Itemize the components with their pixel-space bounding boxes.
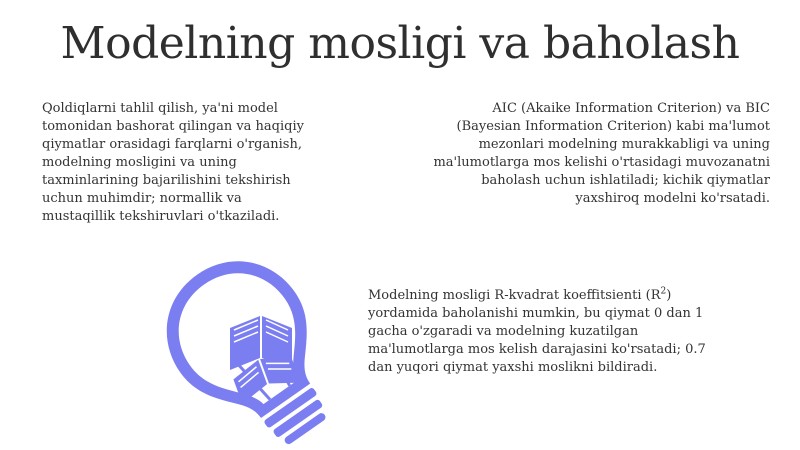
r-squared-text-start: Modelning mosligi R-kvadrat koeffitsienti (R	[368, 288, 661, 303]
paragraph-r-squared	[368, 287, 748, 377]
lightbulb-book-icon	[150, 250, 350, 450]
r-squared-text-end: ) yordamida baholanishi mumkin, bu qiymat 0 dan 1 gacha o'zgaradi va modelning kuzatilgan ma'lumotlarga mos kelish darajasini ko'rsatadi; 0.7 dan yuqori qiymat yaxshi moslikni bildiradi.	[368, 288, 706, 375]
slide-title: Modelning mosligi va baholash	[60, 18, 740, 69]
r-squared-superscript: 2	[660, 286, 667, 297]
paragraph-aic-bic: AIC (Akaike Information Criterion) va BIC (Bayesian Information Criterion) kabi ma'lumot mezonlari modelning murakkabligi va uning ma'lumotlarga mos kelishi o'rtasidagi muvozanatni baholash uchun ishlatiladi; kichik qiymatlar yaxshiroq modelni ko'rsatadi.	[433, 101, 770, 206]
paragraph-residual-analysis: Qoldiqlarni tahlil qilish, ya'ni model tomonidan bashorat qilingan va haqiqiy qiymatlar orasidagi farqlarni o'rganish, modelning mosligini va uning taxminlarining bajarilishini tekshirish uchun muhimdir; normallik va mustaqillik tekshiruvlari o'tkaziladi.	[42, 101, 304, 224]
